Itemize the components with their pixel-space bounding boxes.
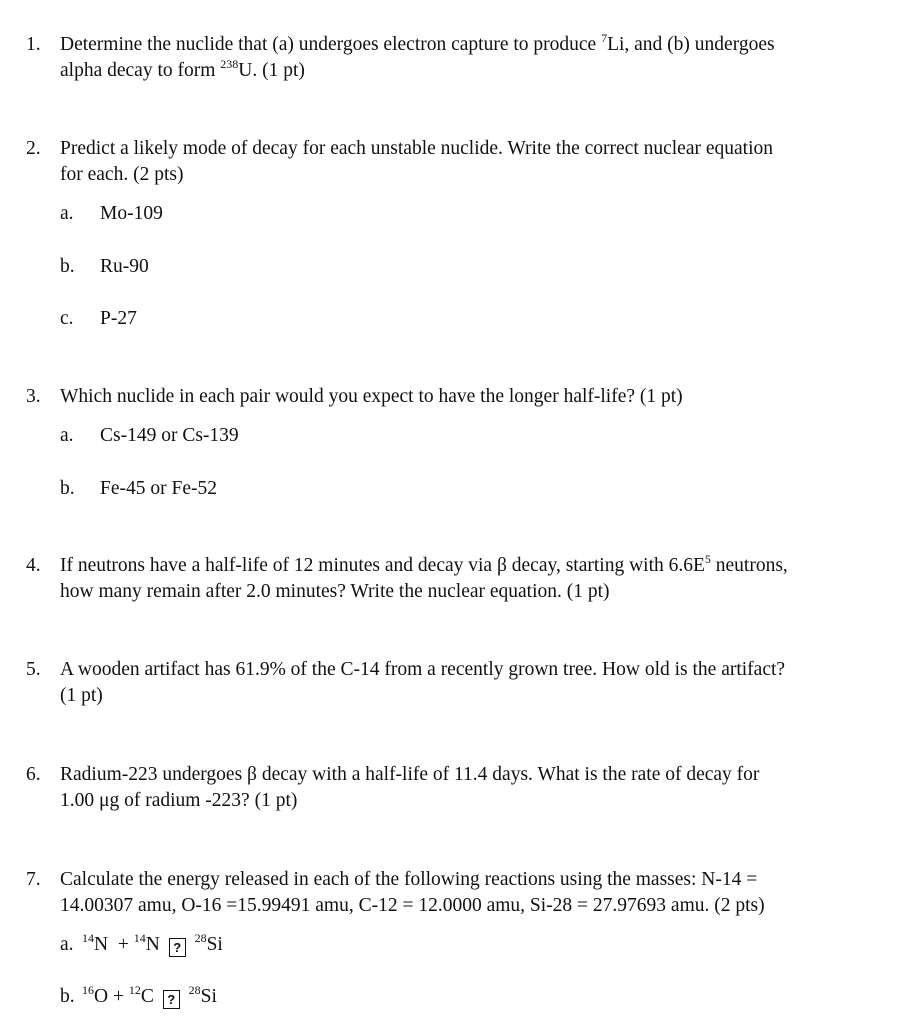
sub-item-label: a. [60, 203, 74, 224]
element-symbol: N [94, 934, 109, 955]
text-run: Determine the nuclide that (a) undergoes electron capture to produce [60, 34, 602, 55]
element-symbol: N [145, 934, 160, 955]
superscript: 7 [601, 30, 608, 45]
sub-item-label: b. [60, 986, 75, 1007]
mass-number: 14 [133, 930, 146, 945]
question-text [60, 867, 910, 919]
question-line: A wooden artifact has 61.9% of the C-14 from a recently grown tree. How old is the artifact? [60, 659, 786, 680]
sub-item-text: Cs-149 or Cs-139 [100, 425, 239, 446]
question-line: 1.00 μg of radium -223? (1 pt) [60, 790, 298, 811]
mass-number: 12 [128, 982, 141, 997]
question-line: Which nuclide in each pair would you expect to have the longer half-life? (1 pt) [60, 386, 683, 407]
superscript: 238 [220, 56, 239, 71]
question-line: 14.00307 amu, O-16 =15.99491 amu, C-12 = 12.0000 amu, Si-28 = 27.97693 amu. (2 pts) [60, 895, 765, 916]
question-number: 1. [26, 34, 41, 55]
sub-item-text: Fe-45 or Fe-52 [100, 478, 217, 499]
element-symbol: O [94, 986, 109, 1007]
element-symbol: Si [206, 934, 223, 955]
question-line: how many remain after 2.0 minutes? Write the nuclear equation. (1 pt) [60, 581, 610, 602]
question-text [60, 136, 910, 188]
mass-number: 16 [82, 982, 94, 997]
question-number: 7. [26, 869, 41, 890]
sub-item-label: a. [60, 934, 74, 955]
sub-item-label: a. [60, 425, 74, 446]
question-line [60, 32, 910, 58]
question-line: for each. (2 pts) [60, 164, 184, 185]
question-line: Radium-223 undergoes β decay with a half-life of 11.4 days. What is the rate of decay for [60, 764, 760, 785]
question-line: Calculate the energy released in each of the following reactions using the masses: N-14 = [60, 869, 758, 890]
question-text [60, 553, 910, 605]
question-number: 5. [26, 659, 41, 680]
text-run: U. (1 pt) [238, 60, 305, 81]
sub-item-text: Ru-90 [100, 256, 149, 277]
superscript: 5 [704, 551, 711, 566]
question-line: Predict a likely mode of decay for each unstable nuclide. Write the correct nuclear equation [60, 138, 774, 159]
sub-item-label: b. [60, 478, 75, 499]
mass-number: 28 [194, 930, 207, 945]
sub-item-label: c. [60, 308, 74, 329]
question-text [60, 657, 910, 709]
text-run: If neutrons have a half-life of 12 minutes and decay via β decay, starting with 6.6E [60, 555, 705, 576]
missing-arrow-icon: ? [169, 938, 186, 957]
mass-number: 28 [188, 982, 201, 997]
question-text [60, 762, 910, 814]
question-line [60, 58, 910, 84]
question-number: 4. [26, 555, 41, 576]
sub-item-label: b. [60, 256, 75, 277]
question-text [60, 384, 910, 410]
plus-sign: + [117, 934, 129, 955]
text-run: alpha decay to form [60, 60, 221, 81]
reaction-equation [82, 984, 217, 1010]
missing-arrow-icon: ? [163, 990, 180, 1009]
question-number: 6. [26, 764, 41, 785]
mass-number: 14 [82, 930, 94, 945]
question-text [60, 32, 910, 84]
question-line [60, 553, 910, 579]
text-run: Li, and (b) undergoes [607, 34, 775, 55]
element-symbol: C [140, 986, 154, 1007]
text-run: neutrons, [710, 555, 788, 576]
plus-sign: + [112, 986, 124, 1007]
question-number: 2. [26, 138, 41, 159]
element-symbol: Si [200, 986, 217, 1007]
sub-item-text: P-27 [100, 308, 137, 329]
reaction-equation [82, 932, 223, 958]
sub-item-text: Mo-109 [100, 203, 163, 224]
question-number: 3. [26, 386, 41, 407]
question-line: (1 pt) [60, 685, 103, 706]
